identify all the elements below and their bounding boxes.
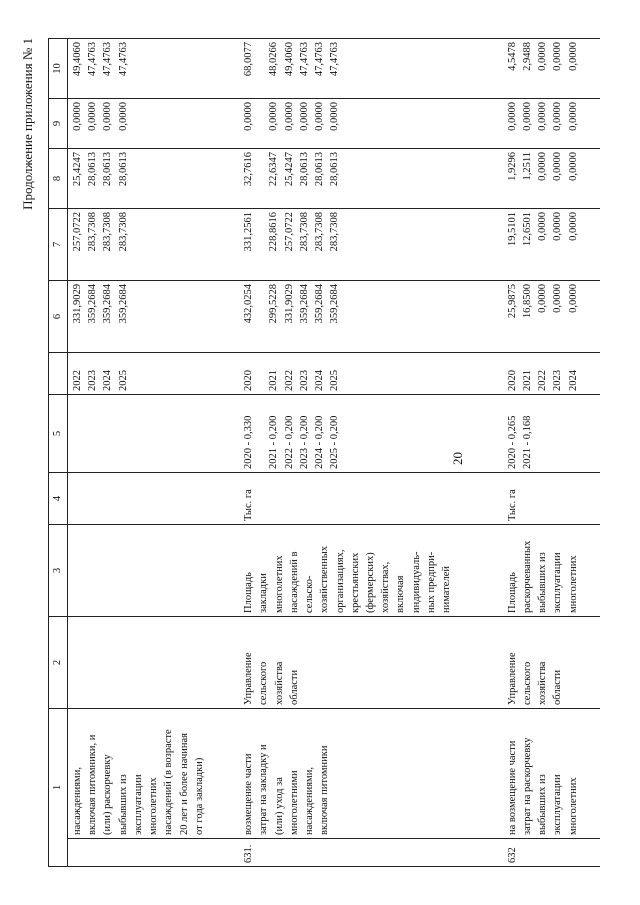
value-cell-c6 bbox=[68, 281, 240, 353]
cell-line: индивидуаль- bbox=[410, 551, 422, 613]
cell-line: Управление bbox=[243, 652, 255, 705]
line-gap bbox=[256, 42, 266, 95]
value-cell-c10 bbox=[503, 39, 600, 99]
value-cell-c7 bbox=[68, 209, 240, 281]
cell-line: 0,0000 bbox=[567, 212, 579, 241]
target-range-cell bbox=[68, 395, 240, 473]
value-cell-c7 bbox=[503, 209, 600, 281]
cell-line: 0,0000 bbox=[537, 102, 549, 131]
cell-line: многолетних bbox=[567, 777, 579, 835]
cell-line: 2022 - 0,200 bbox=[283, 415, 295, 469]
text-cell-col2 bbox=[239, 617, 503, 709]
cell-line: нимателей bbox=[441, 566, 453, 613]
value-cell-c9 bbox=[503, 99, 600, 149]
cell-line: 359,2684 bbox=[87, 284, 99, 324]
cell-line: 28,0613 bbox=[87, 152, 99, 187]
cell-line: 0,0000 bbox=[552, 284, 564, 313]
row-number-cell bbox=[503, 839, 600, 867]
cell-line: 0,0000 bbox=[567, 284, 579, 313]
cell-line: 28,0613 bbox=[298, 152, 310, 187]
cell-line: 47,4763 bbox=[102, 42, 114, 77]
cell-line: 0,0000 bbox=[329, 102, 341, 131]
cell-line: насаждениями, bbox=[72, 767, 83, 835]
cell-line: 359,2684 bbox=[314, 284, 326, 324]
cell-line: 25,4247 bbox=[72, 152, 83, 187]
cell-line: 0,0000 bbox=[268, 102, 280, 131]
cell-line: возмещение части bbox=[243, 753, 255, 835]
header-cell: 10 bbox=[49, 39, 68, 99]
text-cell-col2 bbox=[68, 617, 240, 709]
cell-line: 0,0000 bbox=[537, 152, 549, 181]
line-gap bbox=[256, 102, 266, 145]
value-cell-c8 bbox=[239, 149, 503, 209]
cell-line: многолетними bbox=[288, 770, 300, 835]
cell-line: 2020 bbox=[243, 370, 255, 391]
cell-line: 28,0613 bbox=[102, 152, 114, 187]
cell-line: 68,0077 bbox=[243, 42, 255, 77]
text-cell-col1 bbox=[503, 709, 600, 839]
unit-cell bbox=[503, 473, 600, 525]
cell-line: 2021 - 0,200 bbox=[268, 415, 280, 469]
unit-cell bbox=[68, 473, 240, 525]
cell-line: 2022 bbox=[537, 370, 549, 391]
cell-line: 2024 bbox=[102, 370, 114, 391]
cell-line: многолетних bbox=[567, 555, 579, 613]
cell-line: 0,0000 bbox=[537, 212, 549, 241]
cell-line: 25,9875 bbox=[506, 284, 518, 319]
cell-line: 32,7616 bbox=[243, 152, 255, 187]
cell-line: 0,0000 bbox=[102, 102, 114, 131]
cell-line: 47,4763 bbox=[298, 42, 310, 77]
cell-line: 2021 bbox=[268, 370, 280, 391]
cell-line: эксплуатации bbox=[132, 774, 144, 835]
cell-line: Площадь bbox=[506, 572, 518, 613]
cell-line: Площадь bbox=[243, 572, 255, 613]
cell-line: 0,0000 bbox=[87, 102, 99, 131]
header-cell: 3 bbox=[49, 525, 68, 617]
cell-line: 283,7308 bbox=[298, 212, 310, 252]
cell-line: выбывших из bbox=[117, 774, 129, 835]
cell-line: затрат на раскорчевку bbox=[521, 737, 533, 835]
header-cell: 4 bbox=[49, 473, 68, 525]
cell-line: 0,0000 bbox=[552, 212, 564, 241]
cell-line: 359,2684 bbox=[102, 284, 114, 324]
cell-line: от года закладки) bbox=[193, 757, 205, 835]
cell-line: многолетних bbox=[273, 555, 285, 613]
header-cell: 9 bbox=[49, 99, 68, 149]
line-gap bbox=[256, 356, 266, 391]
cell-line: 299,5228 bbox=[268, 284, 280, 324]
cell-line: 2025 - 0,200 bbox=[329, 415, 341, 469]
cell-line: включая питомники bbox=[319, 745, 331, 835]
cell-line: ных предпри- bbox=[425, 551, 437, 613]
value-cell-c9 bbox=[68, 99, 240, 149]
cell-line: 283,7308 bbox=[329, 212, 341, 252]
cell-line: 47,4763 bbox=[329, 42, 341, 77]
cell-line: 12,6501 bbox=[521, 212, 533, 247]
header-row bbox=[49, 39, 68, 867]
cell-line: 432,0254 bbox=[243, 284, 255, 324]
cell-line: 2025 bbox=[329, 370, 341, 391]
cell-line: раскорчеванных bbox=[521, 540, 533, 613]
cell-line: 2023 bbox=[298, 370, 310, 391]
cell-line: 331,9029 bbox=[72, 284, 83, 324]
cell-line: 257,0722 bbox=[72, 212, 83, 252]
cell-line: на возмещение части bbox=[506, 740, 518, 835]
cell-line: 283,7308 bbox=[102, 212, 114, 252]
cell-line: выбывших из bbox=[537, 552, 549, 613]
cell-line: 0,0000 bbox=[552, 152, 564, 181]
cell-line: 0,0000 bbox=[567, 42, 579, 71]
table-row bbox=[239, 39, 503, 867]
cell-line: 359,2684 bbox=[298, 284, 310, 324]
cell-line: области bbox=[552, 669, 564, 705]
cell-line: (или) уход за bbox=[273, 777, 285, 835]
table-row bbox=[503, 39, 600, 867]
text-cell-col3 bbox=[68, 525, 240, 617]
text-cell-col3 bbox=[239, 525, 503, 617]
header-cell: 1 bbox=[49, 709, 68, 867]
cell-line: 2024 bbox=[567, 370, 579, 391]
cell-line: 28,0613 bbox=[117, 152, 129, 187]
text-cell-col3 bbox=[503, 525, 600, 617]
cell-line: 2024 bbox=[314, 370, 326, 391]
cell-line: 47,4763 bbox=[117, 42, 129, 77]
header-cell bbox=[49, 353, 68, 395]
cell-line: хозяйственных bbox=[319, 545, 331, 613]
cell-line: затрат на закладку и bbox=[258, 744, 270, 835]
cell-line: 1,2511 bbox=[521, 152, 533, 181]
cell-line: 0,0000 bbox=[552, 102, 564, 131]
text-cell-col1 bbox=[68, 709, 240, 839]
cell-line: 2020 - 0,330 bbox=[243, 415, 255, 469]
cell-line: 47,4763 bbox=[87, 42, 99, 77]
cell-line: 1,9296 bbox=[506, 152, 518, 181]
cell-line: эксплуатации bbox=[552, 552, 564, 613]
cell-line: Управление bbox=[506, 652, 518, 705]
cell-line: 2025 bbox=[117, 370, 129, 391]
cell-line: 283,7308 bbox=[117, 212, 129, 252]
cell-line: 283,7308 bbox=[87, 212, 99, 252]
cell-line: 48,0266 bbox=[268, 42, 280, 77]
line-gap bbox=[256, 398, 266, 469]
value-cell-c10 bbox=[68, 39, 240, 99]
year-cell bbox=[239, 353, 503, 395]
year-cell bbox=[503, 353, 600, 395]
cell-line: организациях, bbox=[334, 549, 346, 613]
value-cell-c6 bbox=[503, 281, 600, 353]
cell-line: насаждениями, bbox=[304, 767, 316, 835]
cell-line: сельского bbox=[258, 661, 270, 705]
cell-line: 283,7308 bbox=[314, 212, 326, 252]
line-gap bbox=[256, 212, 266, 277]
header-cell: 6 bbox=[49, 281, 68, 353]
cell-line: 2,9488 bbox=[521, 42, 533, 71]
cell-line: сельского bbox=[521, 661, 533, 705]
row-number-cell bbox=[68, 839, 240, 867]
cell-line: 359,2684 bbox=[329, 284, 341, 324]
cell-line: 4,5478 bbox=[506, 42, 518, 71]
cell-line: (или) раскорчевку bbox=[102, 754, 114, 835]
cell-line: 0,0000 bbox=[506, 102, 518, 131]
year-cell bbox=[68, 353, 240, 395]
unit-label: Тыс. га bbox=[243, 489, 255, 521]
budget-table bbox=[48, 38, 600, 867]
cell-line: 49,4060 bbox=[283, 42, 295, 77]
cell-line: крестьянских bbox=[349, 552, 361, 613]
row-number: 632 bbox=[506, 847, 518, 863]
cell-line: 2020 - 0,265 bbox=[506, 415, 518, 469]
target-range-cell bbox=[239, 395, 503, 473]
header-cell: 5 bbox=[49, 395, 68, 473]
cell-line: 2024 - 0,200 bbox=[314, 415, 326, 469]
row-number: 631. bbox=[243, 844, 255, 863]
appendix-caption: Продолжение приложения № 1 bbox=[20, 38, 35, 210]
cell-line: 16,8500 bbox=[521, 284, 533, 319]
value-cell-c7 bbox=[239, 209, 503, 281]
target-range-cell bbox=[503, 395, 600, 473]
cell-line: 22,6347 bbox=[268, 152, 280, 187]
cell-line: 0,0000 bbox=[117, 102, 129, 131]
cell-line: области bbox=[288, 669, 300, 705]
text-cell-col2 bbox=[503, 617, 600, 709]
line-gap bbox=[256, 284, 266, 349]
cell-line: 28,0613 bbox=[329, 152, 341, 187]
cell-line: 331,2561 bbox=[243, 212, 255, 252]
cell-line: 2021 bbox=[521, 370, 533, 391]
cell-line: 331,9029 bbox=[283, 284, 295, 324]
unit-label: Тыс. га bbox=[506, 489, 518, 521]
cell-line: 20 лет и более начиная bbox=[178, 733, 190, 835]
value-cell-c9 bbox=[239, 99, 503, 149]
cell-line: включая bbox=[395, 575, 407, 613]
cell-line: 0,0000 bbox=[521, 102, 533, 131]
value-cell-c6 bbox=[239, 281, 503, 353]
value-cell-c10 bbox=[239, 39, 503, 99]
cell-line: сельско- bbox=[304, 575, 316, 613]
cell-line: (фермерских) bbox=[364, 552, 376, 613]
cell-line: многолетних bbox=[148, 777, 160, 835]
cell-line: включая питомники, и bbox=[87, 734, 99, 835]
cell-line: 19,5101 bbox=[506, 212, 518, 247]
cell-line: эксплуатации bbox=[552, 774, 564, 835]
cell-line: 359,2684 bbox=[117, 284, 129, 324]
cell-line: 228,8616 bbox=[268, 212, 280, 252]
cell-line: 49,4060 bbox=[72, 42, 83, 77]
cell-line: хозяйства bbox=[273, 661, 285, 705]
cell-line: 28,0613 bbox=[314, 152, 326, 187]
unit-cell bbox=[239, 473, 503, 525]
cell-line: 0,0000 bbox=[567, 102, 579, 131]
cell-line: 2023 bbox=[87, 370, 99, 391]
cell-line: 2022 bbox=[283, 370, 295, 391]
cell-line: хозяйства bbox=[537, 661, 549, 705]
cell-line: 2021 - 0,168 bbox=[521, 415, 533, 469]
cell-line: 0,0000 bbox=[537, 42, 549, 71]
header-cell: 8 bbox=[49, 149, 68, 209]
page-number: 20 bbox=[450, 452, 465, 465]
cell-line: 2023 bbox=[552, 370, 564, 391]
line-gap bbox=[256, 152, 266, 205]
cell-line: 2020 bbox=[506, 370, 518, 391]
cell-line: закладки bbox=[258, 573, 270, 613]
row-number-cell bbox=[239, 839, 503, 867]
cell-line: 2023 - 0,200 bbox=[298, 415, 310, 469]
header-cell: 2 bbox=[49, 617, 68, 709]
cell-line: 2022 bbox=[72, 370, 83, 391]
cell-line: 0,0000 bbox=[552, 42, 564, 71]
cell-line: 0,0000 bbox=[283, 102, 295, 131]
table-row bbox=[68, 39, 240, 867]
cell-line: 25,4247 bbox=[283, 152, 295, 187]
cell-line: выбывших из bbox=[537, 774, 549, 835]
cell-line: насаждений (в возрасте bbox=[163, 729, 175, 835]
cell-line: 0,0000 bbox=[314, 102, 326, 131]
cell-line: 0,0000 bbox=[243, 102, 255, 131]
cell-line: 47,4763 bbox=[314, 42, 326, 77]
value-cell-c8 bbox=[503, 149, 600, 209]
cell-line: 0,0000 bbox=[537, 284, 549, 313]
cell-line: 0,0000 bbox=[72, 102, 83, 131]
value-cell-c8 bbox=[68, 149, 240, 209]
text-cell-col1 bbox=[239, 709, 503, 839]
cell-line: 0,0000 bbox=[567, 152, 579, 181]
cell-line: 257,0722 bbox=[283, 212, 295, 252]
cell-line: 0,0000 bbox=[298, 102, 310, 131]
cell-line: насаждений в bbox=[288, 551, 300, 613]
header-cell: 7 bbox=[49, 209, 68, 281]
cell-line: хозяйствах, bbox=[380, 561, 392, 613]
